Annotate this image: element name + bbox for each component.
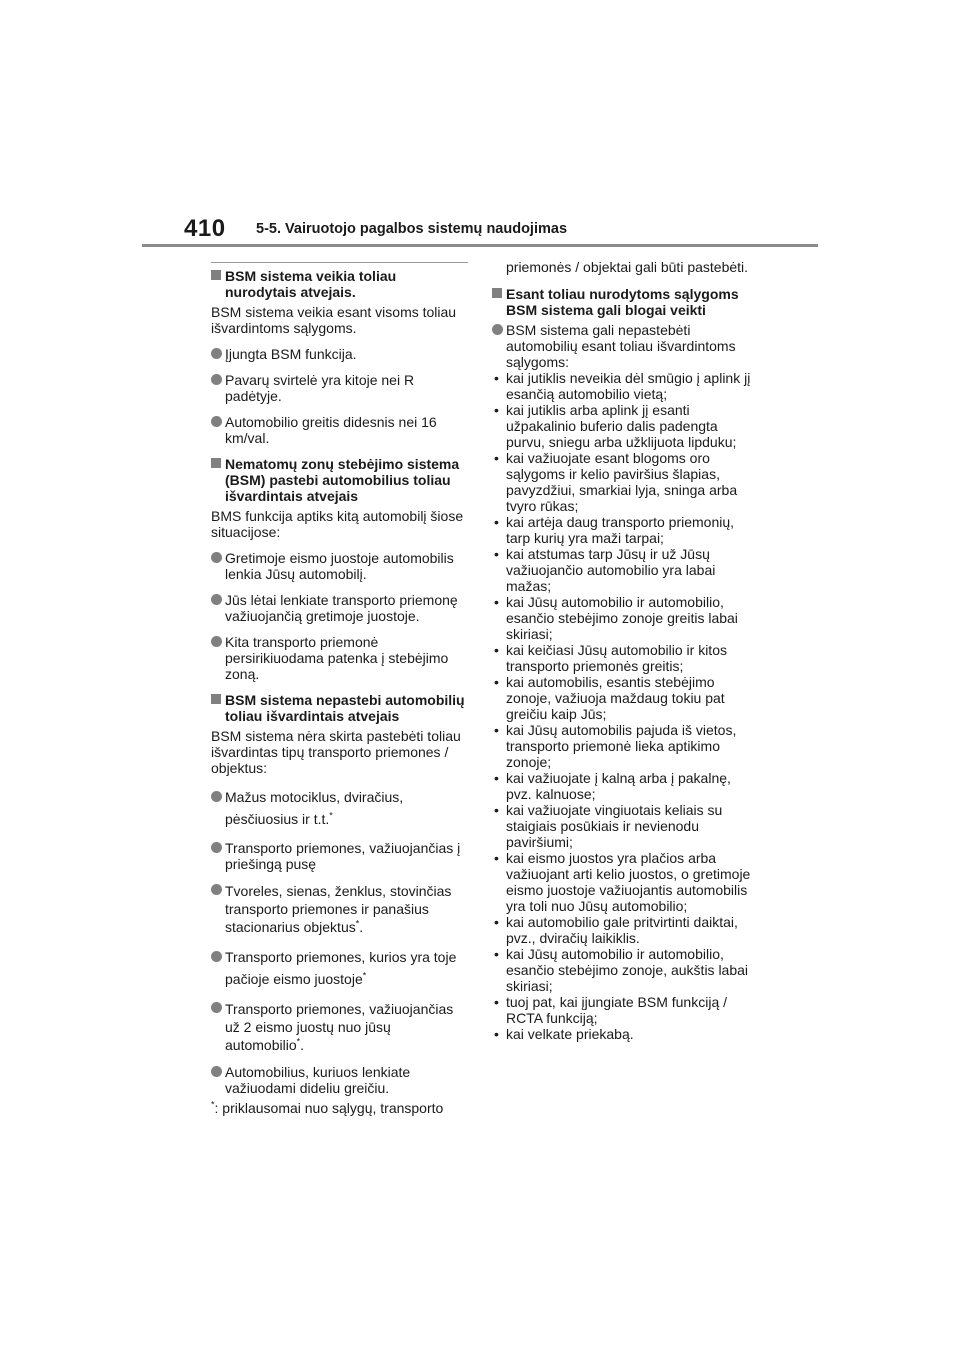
list-item — [492, 370, 754, 402]
list-item — [211, 840, 469, 872]
list-item — [492, 594, 754, 642]
dot-bullet-icon: • — [494, 370, 499, 386]
dot-bullet-icon: • — [494, 946, 499, 962]
list-item-text: Transporto priemones, važiuojančias už 2 eismo juostų nuo jūsų automobilio — [225, 1001, 454, 1053]
square-bullet-icon — [211, 694, 221, 704]
section-heading — [492, 286, 754, 318]
list-item-text: kai eismo juostos yra plačios arba važiuojant arti kelio juostos, o gretimoje eismo juostoje važiuojantis automobilis yra toli nuo Jūsų automobilio; — [506, 850, 751, 914]
list-item-text: kai Jūsų automobilis pajuda iš vietos, transporto priemonė lieka aptikimo zonoje; — [506, 722, 737, 770]
list-item-text: Įjungta BSM funkcija. — [225, 346, 357, 362]
dot-bullet-icon: • — [494, 994, 499, 1010]
list-item — [211, 414, 469, 446]
list-item-text: Transporto priemones, kurios yra toje pačioje eismo juostoje — [225, 949, 457, 987]
list-item — [492, 322, 754, 370]
footnote-mark: * — [296, 1036, 301, 1047]
dot-bullet-icon: • — [494, 514, 499, 530]
footnote-continuation: priemonės / objektai gali būti pastebėti. — [506, 259, 749, 275]
circle-bullet-icon — [211, 1002, 222, 1013]
footnote-mark: * — [329, 810, 333, 821]
list-item-text: kai automobilis, esantis stebėjimo zonoje, važiuoja maždaug tokiu pat greičiu kaip Jūs; — [506, 674, 725, 722]
list-item — [211, 346, 469, 362]
list-item-text: Automobilio greitis didesnis nei 16 km/val. — [225, 414, 437, 446]
square-bullet-icon — [492, 288, 502, 298]
circle-bullet-icon — [211, 884, 222, 895]
circle-bullet-icon — [492, 324, 503, 335]
list-item-text: Transporto priemones, važiuojančias į priešingą pusę — [225, 840, 461, 872]
list-item-text: kai jutiklis neveikia dėl smūgio į aplink jį esančią automobilio vietą; — [506, 370, 751, 402]
header-rule — [142, 244, 818, 247]
list-item — [492, 514, 754, 546]
list-item-text: kai Jūsų automobilio ir automobilio, esančio stebėjimo zonoje, aukštis labai skiriasi; — [506, 946, 749, 994]
column-rule — [211, 262, 468, 263]
page-number: 410 — [184, 215, 226, 242]
circle-bullet-icon — [211, 552, 222, 563]
list-item — [492, 994, 754, 1026]
condition-list — [492, 370, 754, 1042]
list-item — [492, 402, 754, 450]
list-item — [492, 946, 754, 994]
heading-text: BSM sistema nepastebi automobilių toliau išvardintais atvejais — [225, 692, 465, 724]
circle-bullet-icon — [211, 348, 222, 359]
list-item — [211, 372, 469, 404]
left-column — [211, 268, 469, 1116]
dot-bullet-icon: • — [494, 850, 499, 866]
list-item-text: Tvoreles, sienas, ženklus, stovinčias transporto priemones ir panašius stacionarius objektus — [225, 883, 452, 935]
square-bullet-icon — [211, 458, 221, 468]
dot-bullet-icon: • — [494, 722, 499, 738]
dot-bullet-icon: • — [494, 594, 499, 610]
list-item — [211, 786, 469, 830]
list-item-text: kai velkate priekabą. — [506, 1026, 634, 1042]
circle-bullet-icon — [211, 594, 222, 605]
list-item: Transporto priemones, važiuojančias už 2 eismo juostų nuo jūsų automobilio*. — [211, 1000, 469, 1054]
footnote-mark: * — [355, 918, 360, 929]
footnote-text: : priklausomai nuo sąlygų, transporto — [214, 1100, 444, 1116]
heading-text: BSM sistema veikia toliau nurodytais atvejais. — [225, 268, 397, 300]
list-item-text: kai artėja daug transporto priemonių, tarp kurių yra maži tarpai; — [506, 514, 735, 546]
dot-bullet-icon: • — [494, 802, 499, 818]
list-item — [492, 802, 754, 850]
list-item-text: kai keičiasi Jūsų automobilio ir kitos transporto priemonės greitis; — [506, 642, 727, 674]
circle-bullet-icon — [211, 1066, 222, 1077]
square-bullet-icon — [211, 270, 221, 280]
list-item-text: kai jutiklis arba aplink jį esanti užpakalinio buferio dalis padengta purvu, sniegu arba užklijuota lipduku; — [506, 402, 737, 450]
circle-bullet-icon — [211, 951, 222, 962]
list-item — [492, 850, 754, 914]
circle-bullet-icon — [211, 416, 222, 427]
list-item — [492, 546, 754, 594]
dot-bullet-icon: • — [494, 546, 499, 562]
list-item-text: kai važiuojate į kalną arba į pakalnę, pvz. kalnuose; — [506, 770, 731, 802]
list-item — [492, 1026, 754, 1042]
list-item — [492, 674, 754, 722]
section-heading — [211, 268, 469, 300]
paragraph: BSM sistema nėra skirta pastebėti toliau išvardintas tipų transporto priemones / objektus: — [211, 728, 461, 776]
list-item-text: Kita transporto priemonė persirikiuodama patenka į stebėjimo zoną. — [225, 634, 449, 682]
list-item-text: kai važiuojate vingiuotais keliais su staigiais posūkiais ir nevienodu paviršiumi; — [506, 802, 723, 850]
list-item: Tvoreles, sienas, ženklus, stovinčias transporto priemones ir panašius stacionarius objektus*. — [211, 882, 469, 936]
footnote-mark: * — [211, 1099, 215, 1110]
list-item-text: Jūs lėtai lenkiate transporto priemonę važiuojančią gretimoje juostoje. — [225, 592, 458, 624]
list-item — [211, 634, 469, 682]
dot-bullet-icon: • — [494, 1026, 499, 1042]
right-column — [492, 256, 754, 1042]
section-title: 5-5. Vairuotojo pagalbos sistemų naudojimas — [256, 221, 568, 237]
circle-bullet-icon — [211, 374, 222, 385]
dot-bullet-icon: • — [494, 402, 499, 418]
circle-bullet-icon — [211, 842, 222, 853]
dot-bullet-icon: • — [494, 914, 499, 930]
section-heading — [211, 456, 469, 504]
list-item — [492, 642, 754, 674]
circle-bullet-icon — [211, 636, 222, 647]
footnote — [211, 1100, 469, 1116]
dot-bullet-icon: • — [494, 674, 499, 690]
list-item-text: kai atstumas tarp Jūsų ir už Jūsų važiuojančio automobilio yra labai mažas; — [506, 546, 716, 594]
list-item — [492, 450, 754, 514]
list-item-text: kai automobilio gale pritvirtinti daiktai, pvz., dviračių laikiklis. — [506, 914, 738, 946]
list-item-text: Pavarų svirtelė yra kitoje nei R padėtyje. — [225, 372, 415, 404]
heading-text: Esant toliau nurodytoms sąlygoms BSM sistema gali blogai veikti — [506, 286, 739, 318]
list-item-text: Gretimoje eismo juostoje automobilis lenkia Jūsų automobilį. — [225, 550, 454, 582]
list-item — [492, 914, 754, 946]
list-item-text: kai važiuojate esant blogoms oro sąlygoms ir kelio paviršius šlapias, pavyzdžiui, smarkiai lyja, sninga arba tvyro rūkas; — [506, 450, 738, 514]
list-item — [492, 770, 754, 802]
list-item-text: Mažus motociklus, dviračius, pėsčiuosius ir t.t. — [225, 789, 404, 827]
list-item — [211, 550, 469, 582]
dot-bullet-icon: • — [494, 642, 499, 658]
paragraph: BSM sistema veikia esant visoms toliau išvardintoms sąlygoms. — [211, 304, 457, 336]
circle-bullet-icon — [211, 791, 222, 802]
paragraph: BMS funkcija aptiks kitą automobilį šiose situacijose: — [211, 508, 464, 540]
list-item-text: kai Jūsų automobilio ir automobilio, esančio stebėjimo zonoje greitis labai skiriasi; — [506, 594, 738, 642]
list-item-text: BSM sistema gali nepastebėti automobilių esant toliau išvardintoms sąlygoms: — [506, 322, 736, 370]
dot-bullet-icon: • — [494, 770, 499, 786]
list-item — [211, 946, 469, 990]
list-item-text: tuoj pat, kai įjungiate BSM funkciją / RCTA funkciją; — [506, 994, 728, 1026]
heading-text: Nematomų zonų stebėjimo sistema (BSM) pastebi automobilius toliau išvardintais atvejais — [225, 456, 460, 504]
list-item — [211, 1064, 469, 1096]
footnote-mark: * — [362, 970, 367, 981]
list-item — [211, 592, 469, 624]
list-item — [492, 722, 754, 770]
list-item-text: Automobilius, kuriuos lenkiate važiuodami dideliu greičiu. — [225, 1064, 411, 1096]
section-heading — [211, 692, 469, 724]
dot-bullet-icon: • — [494, 450, 499, 466]
